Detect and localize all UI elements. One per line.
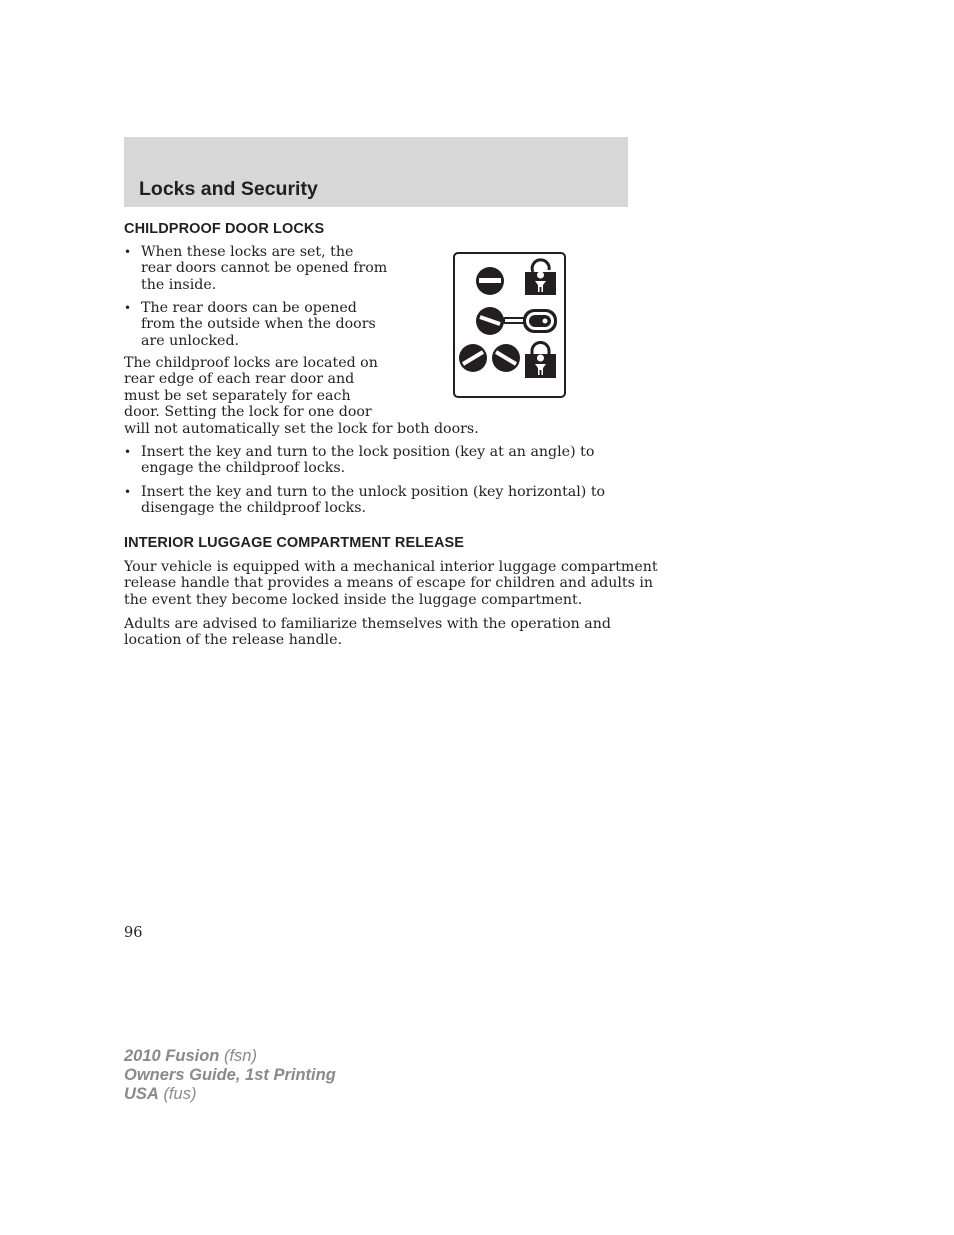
lock-location-paragraph <box>124 355 479 437</box>
bullet-dot: • <box>124 245 132 259</box>
footer-model: 2010 Fusion <box>124 1047 220 1065</box>
bullet-lock-position <box>124 444 594 477</box>
luggage-paragraph-1 <box>124 559 658 608</box>
text-line: location of the release handle. <box>124 632 342 649</box>
footer-model-code: (fsn) <box>223 1047 257 1065</box>
text-line: engage the childproof locks. <box>141 460 346 477</box>
footer-line-model <box>124 1047 336 1066</box>
text-line: Insert the key and turn to the unlock position (key horizontal) to <box>141 484 606 500</box>
footer-edition-info <box>124 1047 336 1104</box>
section-title: Locks and Security <box>139 178 318 200</box>
text-line: rear doors cannot be opened from <box>141 260 388 277</box>
luggage-paragraph-2 <box>124 616 611 649</box>
bullet-unlock-position <box>124 484 605 517</box>
text-line: The childproof locks are located on <box>124 355 378 371</box>
footer-market-code: (fus) <box>163 1085 197 1103</box>
text-line: When these locks are set, the <box>141 244 354 260</box>
lock-slot-angled-left-icon <box>459 344 487 372</box>
text-line: the inside. <box>141 276 217 293</box>
bullet-dot: • <box>124 301 132 315</box>
text-line: The rear doors can be opened <box>141 300 357 316</box>
bullet-outside-open <box>124 300 376 349</box>
lock-slot-icon <box>476 267 504 295</box>
text-line: Insert the key and turn to the lock position (key at an angle) to <box>141 444 595 460</box>
luggage-release-heading: INTERIOR LUGGAGE COMPARTMENT RELEASE <box>124 535 465 551</box>
text-line: must be set separately for each <box>124 387 351 404</box>
text-line: Adults are advised to familiarize themselves with the operation and <box>124 616 611 632</box>
page-number: 96 <box>124 925 143 941</box>
text-line: are unlocked. <box>141 332 240 349</box>
bullet-locks-set <box>124 244 387 293</box>
bullet-dot: • <box>124 485 132 499</box>
childproof-door-locks-heading: CHILDPROOF DOOR LOCKS <box>124 221 325 237</box>
bullet-dot: • <box>124 445 132 459</box>
footer-guide: Owners Guide, 1st Printing <box>124 1066 336 1084</box>
footer-line-market <box>124 1085 336 1104</box>
text-line: Your vehicle is equipped with a mechanical interior luggage compartment <box>124 559 658 575</box>
text-line: release handle that provides a means of escape for children and adults in <box>124 575 654 592</box>
text-line: will not automatically set the lock for both doors. <box>124 420 479 437</box>
text-line: door. Setting the lock for one door <box>124 404 372 421</box>
text-line: rear edge of each rear door and <box>124 371 355 388</box>
childproof-lock-illustration <box>453 252 566 398</box>
text-line: disengage the childproof locks. <box>141 500 367 517</box>
text-line: the event they become locked inside the luggage compartment. <box>124 591 583 608</box>
lock-slot-angled-right-icon <box>492 344 520 372</box>
footer-market: USA <box>124 1085 159 1103</box>
text-line: from the outside when the doors <box>141 316 376 333</box>
section-header-band <box>124 137 628 207</box>
